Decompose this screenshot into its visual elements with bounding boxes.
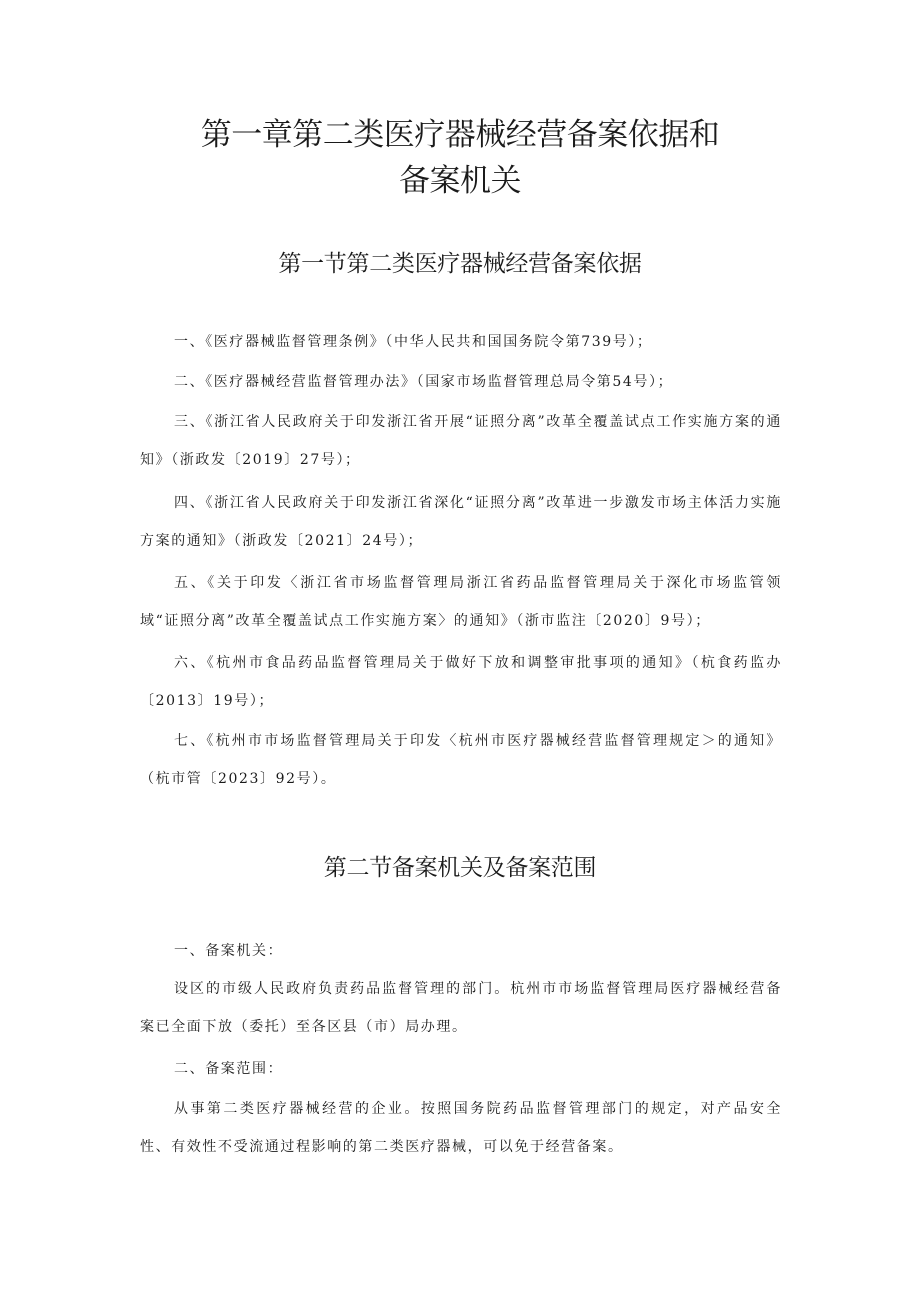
filing-authority-text: 设区的市级人民政府负责药品监督管理的部门。杭州市市场监督管理局医疗器械经营备案已全面下放（委托）至各区县（市）局办理。 (140, 981, 782, 1035)
chapter-title (0, 112, 920, 204)
basis-item-4: 四、《浙江省人民政府关于印发浙江省深化“证照分离”改革进一步激发市场主体活力实施方案的通知》（浙政发〔2021〕24号）； (140, 495, 782, 549)
section-1-title: 第一节第二类医疗器械经营备案依据 (278, 251, 642, 277)
basis-item-7: 七、《杭州市市场监督管理局关于印发〈杭州市医疗器械经营监督管理规定＞的通知》（杭市管〔2023〕92号）。 (140, 733, 782, 787)
basis-item-1: 一、《医疗器械监督管理条例》（中华人民共和国国务院令第739号）； (174, 334, 653, 350)
basis-item-3: 三、《浙江省人民政府关于印发浙江省开展“证照分离”改革全覆盖试点工作实施方案的通知》（浙政发〔2019〕27号）； (140, 414, 782, 468)
basis-item-2: 二、《医疗器械经营监督管理办法》（国家市场监督管理总局令第54号）； (174, 374, 674, 390)
basis-item-5: 五、《关于印发〈浙江省市场监督管理局浙江省药品监督管理局关于深化市场监管领域“证照分离”改革全覆盖试点工作实施方案〉的通知》（浙市监注〔2020〕9号）； (140, 575, 782, 629)
chapter-title-line-2: 备案机关 (399, 163, 521, 199)
chapter-title-line-1: 第一章第二类医疗器械经营备案依据和 (200, 117, 720, 153)
basis-item-6: 六、《杭州市食品药品监督管理局关于做好下放和调整审批事项的通知》（杭食药监办〔2013〕19号）； (140, 655, 782, 709)
filing-authority-heading: 一、备案机关： (174, 943, 284, 959)
filing-scope-text: 从事第二类医疗器械经营的企业。按照国务院药品监督管理部门的规定，对产品安全性、有效性不受流通过程影响的第二类医疗器械，可以免于经营备案。 (140, 1101, 782, 1155)
section-2-title: 第二节备案机关及备案范围 (323, 855, 597, 881)
filing-scope-heading: 二、备案范围： (174, 1061, 284, 1077)
